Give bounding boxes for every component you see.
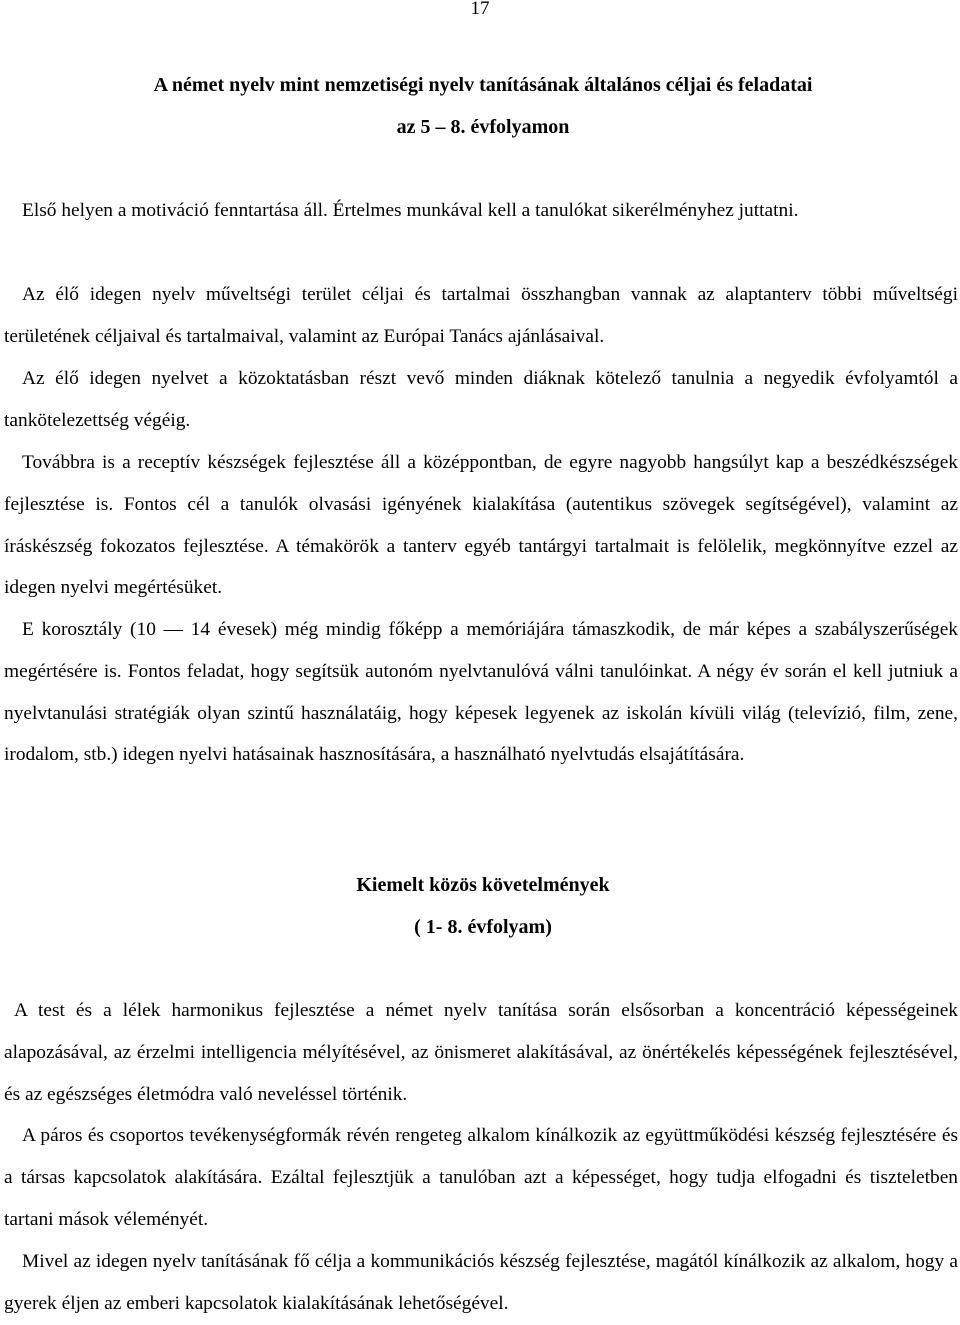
page-number: 17: [470, 0, 490, 19]
heading-line-2: az 5 – 8. évfolyamon: [396, 116, 570, 138]
paragraph-receptive-skills: Továbbra is a receptív készségek fejlesztése áll a középpontban, de egyre nagyobb hangsúlyt kap a beszédkészségek fejlesztése is. Fontos cél a tanulók olvasási igényének kialakítása (autentikus szövegek segítségével), valamint az íráskészség fokozatos fejlesztése. A témakörök a tanterv egyéb tantárgyi tartalmait is felölelik, megkönnyítve ezzel az idegen nyelvi megértésüket.: [4, 452, 958, 599]
paragraph-communication: Mivel az idegen nyelv tanításának fő célja a kommunikációs készség fejlesztése, magától kínálkozik az alkalom, hogy a gyerek éljen az emberi kapcsolatok kialakításának lehetőségével.: [4, 1251, 958, 1314]
paragraph-motivation: Első helyen a motiváció fenntartása áll. Értelmes munkával kell a tanulókat sikerélményhez juttatni.: [22, 200, 799, 221]
section-heading-common-requirements: [0, 864, 960, 948]
heading-line-2: ( 1- 8. évfolyam): [414, 916, 552, 938]
section-heading-general-goals: [0, 64, 960, 148]
paragraph-compulsory-learning: Az élő idegen nyelvet a közoktatásban részt vevő minden diáknak kötelező tanulnia a negyedik évfolyamtól a tankötelezettség végéig.: [4, 368, 958, 431]
heading-line-1: Kiemelt közös követelmények: [356, 874, 610, 896]
heading-line-1: A német nyelv mint nemzetiségi nyelv tanításának általános céljai és feladatai: [153, 74, 813, 96]
paragraph-age-group: E korosztály (10 — 14 évesek) még mindig főképp a memóriájára támaszkodik, de már képes a szabályszerűségek megértésére is. Fontos feladat, hogy segítsük autonóm nyelvtanulóvá válni tanulóinkat. A négy év során el kell jutniuk a nyelvtanulási stratégiák olyan szintű használatáig, hogy képesek legyenek az iskolán kívüli világ (televízió, film, zene, irodalom, stb.) idegen nyelvi hatásainak hasznosítására, a használható nyelvtudás elsajátítására.: [4, 619, 958, 766]
paragraph-cooperation: A páros és csoportos tevékenységformák révén rengeteg alkalom kínálkozik az együttműködési készség fejlesztésére és a társas kapcsolatok alakítására. Ezáltal fejlesztjük a tanulóban azt a képességet, hogy tudja elfogadni és tiszteletben tartani mások véleményét.: [4, 1125, 958, 1230]
paragraph-curriculum-alignment: Az élő idegen nyelv műveltségi terület céljai és tartalmai összhangban vannak az alaptanterv többi műveltségi területének céljaival és tartalmaival, valamint az Európai Tanács ajánlásaival.: [4, 284, 958, 347]
paragraph-harmonic-development: A test és a lélek harmonikus fejlesztése a német nyelv tanítása során elsősorban a koncentráció képességeinek alapozásával, az érzelmi intelligencia mélyítésével, az önismeret alakításával, az önértékelés képességének fejlesztésével, és az egészséges életmódra való neveléssel történik.: [4, 1000, 958, 1105]
